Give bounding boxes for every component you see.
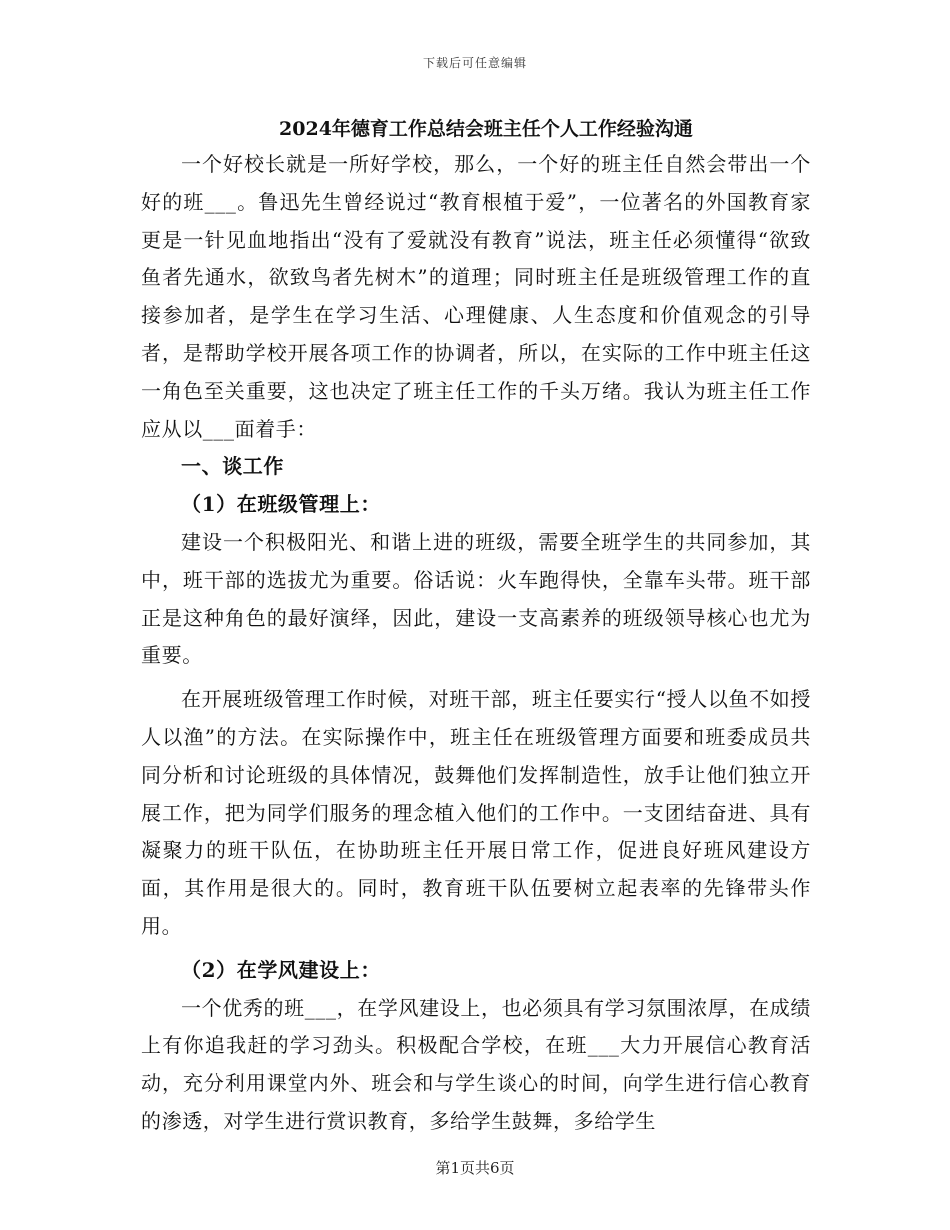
page-number: 第1页共6页 <box>435 1159 515 1177</box>
paragraph-study-style: 一个优秀的班___，在学风建设上，也必须具有学习氛围浓厚，在成绩上有你追我赶的学习劲头。积极配合学校，在班___大力开展信心教育活动，充分利用课堂内外、班会和与学生谈心的时间，向学生进行信心教育的渗透，对学生进行赏识教育，多给学生鼓舞，多给学生 <box>141 995 811 1133</box>
intro-paragraph: 一个好校长就是一所好学校，那么，一个好的班主任自然会带出一个好的班___。鲁迅先生曾经说过“教育根植于爱”，一位著名的外国教育家更是一针见血地指出“没有了爱就没有教育”说法，班主任必须懂得“欲致鱼者先通水，欲致鸟者先树木”的道理；同时班主任是班级管理工作的直接参加者，是学生在学习生活、心理健康、人生态度和价值观念的引导者，是帮助学校开展各项工作的协调者，所以，在实际的工作中班主任这一角色至关重要，这也决定了班主任工作的千头万绪。我认为班主任工作应从以___面着手： <box>141 152 811 441</box>
paragraph-management-method: 在开展班级管理工作时候，对班干部，班主任要实行“授人以鱼不如授人以渔”的方法。在实际操作中，班主任在班级管理方面要和班委成员共同分析和讨论班级的具体情况，鼓舞他们发挥制造性，放手让他们独立开展工作，把为同学们服务的理念植入他们的工作中。一支团结奋进、具有凝聚力的班干队伍，在协助班主任开展日常工作，促进良好班风建设方面，其作用是很大的。同时，教育班干队伍要树立起表率的先锋带头作用。 <box>141 687 811 938</box>
subheading-study-style: （2）在学风建设上： <box>181 957 381 982</box>
paragraph-class-leaders: 建设一个积极阳光、和谐上进的班级，需要全班学生的共同参加，其中，班干部的选拔尤为重要。俗话说：火车跑得快，全靠车头带。班干部正是这种角色的最好演绎，因此，建设一支高素养的班级领导核心也尤为重要。 <box>141 529 811 668</box>
document-title: 2024年德育工作总结会班主任个人工作经验沟通 <box>279 118 693 140</box>
header-note: 下载后可任意编辑 <box>422 56 527 70</box>
document-body <box>141 112 811 1141</box>
subheading-class-management: （1）在班级管理上： <box>181 492 381 517</box>
section-heading-work: 一、谈工作 <box>181 454 284 479</box>
